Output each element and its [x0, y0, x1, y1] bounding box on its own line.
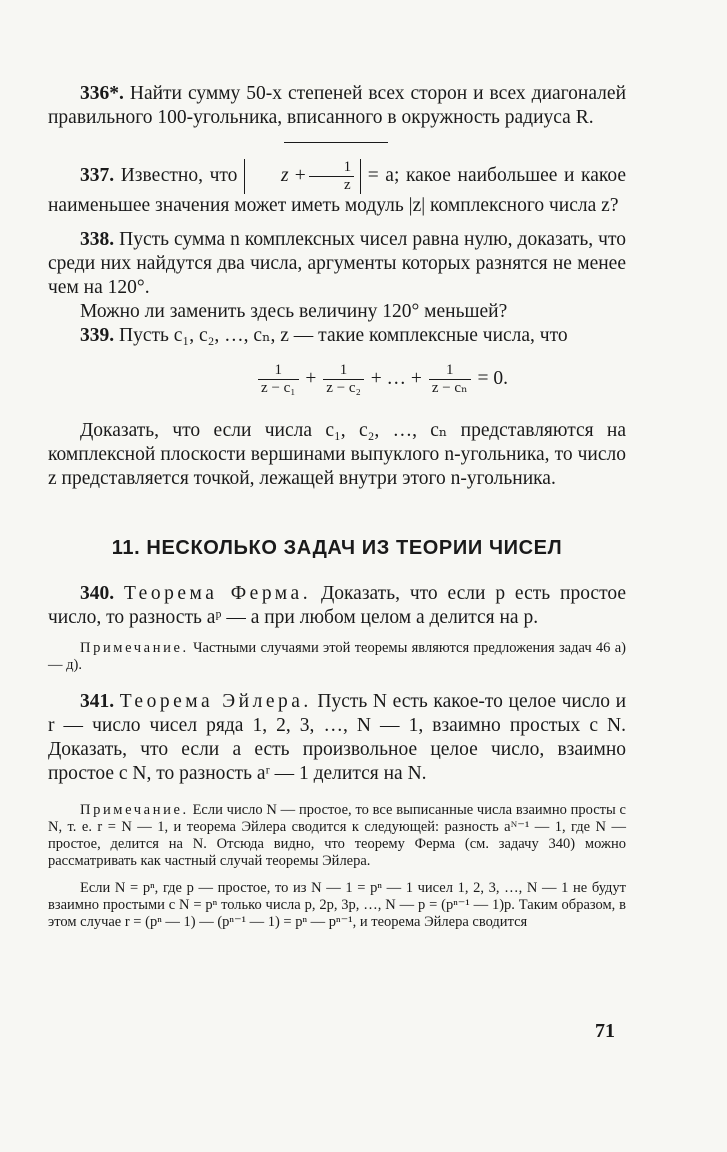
problem-number: 336*.	[80, 83, 124, 104]
problem-number: 338.	[80, 229, 115, 250]
term-n	[429, 362, 471, 397]
equation-339	[138, 362, 626, 397]
term-2-denominator: z − c₂	[326, 380, 361, 396]
term-1-denominator: z − c₁	[261, 380, 296, 396]
note-text: Частными случаями этой теоремы являются предложения задач 46 а) — д).	[48, 640, 627, 673]
problem-text: Найти сумму 50-х степеней всех сторон и всех диагоналей правильного 100-угольника, вписанного в окружность радиуса R.	[48, 83, 627, 128]
plus-sign: +	[305, 367, 317, 389]
problem-text: Пусть сумма n комплексных чисел равна нулю, доказать, что среди них найдутся два числа, аргументы которых разнятся не менее чем на 120°.	[48, 229, 626, 298]
note-label: Примечание.	[80, 802, 189, 818]
problem-text: Пусть c₁, c₂, …, cₙ, z — такие комплексные числа, что	[119, 325, 568, 346]
modulus-expression	[244, 159, 361, 194]
problem-339	[48, 324, 626, 348]
problem-341	[48, 690, 626, 786]
note-label: Примечание.	[80, 640, 189, 656]
problem-number: 341.	[80, 691, 115, 712]
page-number: 71	[595, 1020, 615, 1042]
term-1-numerator: 1	[258, 362, 299, 380]
problem-339-body: Доказать, что если числа c₁, c₂, …, cₙ представляются на комплексной плоскости вершинами выпуклого n-угольника, то число z представляется точкой, лежащей внутри этого n-угольника.	[48, 420, 626, 489]
problem-number: 337.	[80, 164, 115, 186]
section-heading: 11. НЕСКОЛЬКО ЗАДАЧ ИЗ ТЕОРИИ ЧИСЕЛ	[111, 537, 563, 559]
problem-text: Пусть N есть какое-то целое число и r — число чисел ряда 1, 2, 3, …, N — 1, взаимно простых с N. Доказать, что если a есть произвольное целое число, взаимно простое с N, то разность aʳ — 1 делится на N.	[48, 691, 626, 784]
fraction-numerator: 1	[309, 159, 355, 177]
problem-340	[48, 582, 626, 630]
problem-338-question: Можно ли заменить здесь величину 120° меньшей?	[80, 301, 508, 322]
note-341-continued: Если N = pⁿ, где p — простое, то из N — 1 = pⁿ — 1 чисел 1, 2, 3, …, N — 1 не будут взаимно простыми с N = pⁿ только числа p, 2p, 3p, …, N — p = (pⁿ⁻¹ — 1)p. Таким образом, в этом случае r = (pⁿ — 1) — (pⁿ⁻¹ — 1) = pⁿ — pⁿ⁻¹, и теорема Эйлера сводится	[48, 880, 626, 930]
problem-number: 340.	[80, 583, 115, 604]
term-2	[323, 362, 364, 397]
equation-rhs: = 0.	[477, 367, 508, 389]
note-text: Если число N — простое, то все выписанные числа взаимно просты с N, т. е. r = N — 1, и теорема Эйлера сводится к следующей: разность aᴺ⁻¹ — 1, где N — простое, делится на N. Отсюда видно, что теорему Ферма (см. задачу 340) можно рассматривать как частный случай теоремы Эйлера.	[48, 802, 626, 869]
ellipsis: + … +	[370, 367, 422, 389]
problem-number: 339.	[80, 325, 115, 346]
problem-text: Доказать, что если p есть простое число, то разность aᵖ — a при любом целом a делится на p.	[48, 583, 626, 628]
term-n-numerator: 1	[429, 362, 471, 380]
problem-337	[48, 159, 626, 218]
fraction-denominator: z	[344, 177, 351, 193]
theorem-title: Теорема Ферма.	[123, 583, 312, 604]
separator-rule	[284, 142, 388, 143]
term-n-denominator: z − cₙ	[431, 380, 468, 396]
problem-text-eq: = a;	[367, 164, 400, 186]
term-2-numerator: 1	[323, 362, 364, 380]
problem-text-intro: Известно, что	[120, 164, 238, 186]
page-content	[48, 82, 626, 931]
note-340	[48, 640, 626, 674]
problem-338	[48, 228, 626, 300]
fraction	[309, 159, 355, 194]
problem-text: какое наибольшее и какое наименьшее значения может иметь модуль |z| комплексного числа z?	[48, 164, 626, 216]
note-341	[48, 802, 626, 870]
term-1	[258, 362, 299, 397]
theorem-title: Теорема Эйлера.	[119, 691, 312, 712]
abs-left: z +	[280, 164, 307, 186]
problem-336	[48, 82, 626, 130]
